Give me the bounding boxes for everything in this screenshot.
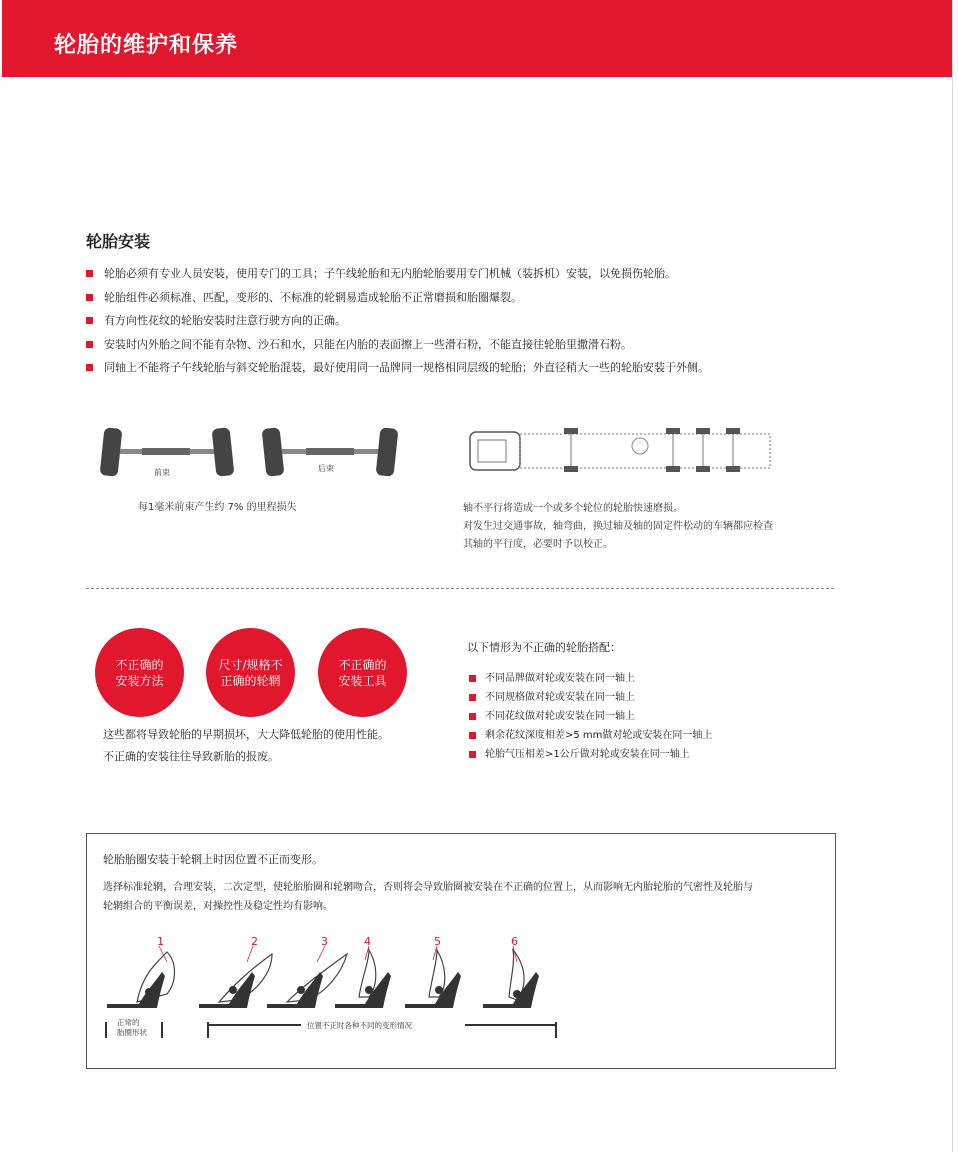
red-square-icon	[86, 270, 93, 277]
section-title-install: 轮胎安装	[86, 232, 151, 251]
normal-bracket-left	[105, 1022, 107, 1038]
install-bullet	[86, 356, 886, 380]
toe-caption: 每1毫米前束产生约 7% 的里程损失	[138, 502, 297, 513]
cause-circle-text: 不正确的 安装方法	[115, 657, 164, 688]
axle-caption-line-1: 轴不平行将造成一个或多个轮位的轮胎快速磨损。	[463, 503, 683, 514]
bead-number: 5	[434, 935, 441, 948]
red-square-icon	[469, 713, 476, 720]
deform-bracket-line-left	[207, 1024, 301, 1026]
install-bullet	[86, 262, 886, 286]
red-square-icon	[469, 675, 476, 682]
install-bullet-text: 同轴上不能将子午线轮胎与斜交轮胎混装，最好使用同一品牌同一规格相同层级的轮胎；外直径稍大一些的轮胎安装于外侧。	[104, 361, 709, 374]
toe-in-label: 前束	[154, 468, 170, 477]
mismatch-item-text: 不同花纹做对轮或安装在同一轴上	[485, 711, 635, 722]
page-title: 轮胎的维护和保养	[54, 33, 239, 58]
normal-bracket-right	[161, 1022, 163, 1038]
red-square-icon	[86, 341, 93, 348]
impact-text	[103, 724, 389, 768]
cause-circle-text: 尺寸/规格不 正确的轮辋	[218, 657, 283, 688]
page-edge-rule	[952, 0, 953, 1152]
mismatch-item-text: 不同规格做对轮或安装在同一轴上	[485, 692, 635, 703]
cause-circle-rim	[206, 628, 295, 717]
install-bullet-text: 有方向性花纹的轮胎安装时注意行驶方向的正确。	[104, 314, 346, 327]
mismatch-item-text: 剩余花纹深度相差>5 mm做对轮或安装在同一轴上	[485, 730, 713, 741]
cause-circle-text: 不正确的 安装工具	[338, 657, 387, 688]
mismatch-item-text: 不同品牌做对轮或安装在同一轴上	[485, 673, 635, 684]
red-square-icon	[469, 732, 476, 739]
mismatch-item	[469, 707, 712, 726]
cause-circle-tool	[318, 628, 407, 717]
bead-text-line: 选择标准轮辋，合理安装，二次定型，使轮胎胎圈和轮辋吻合，否则将会导致胎圈被安装在不正确的位置上，从而影响无内胎轮胎的气密性及轮胎与	[103, 882, 753, 893]
impact-line: 这些都将导致轮胎的早期损坏，大大降低轮胎的使用性能。	[103, 728, 389, 741]
bead-number: 2	[251, 935, 258, 948]
install-bullet-text: 轮胎组件必须标准、匹配，变形的、不标准的轮辋易造成轮胎不正常磨损和胎圈爆裂。	[104, 290, 522, 304]
red-square-icon	[86, 317, 93, 324]
cause-circle-method	[95, 628, 184, 717]
bead-number: 1	[157, 935, 164, 948]
bead-text-line: 轮辋组合的平衡误差，对操控性及稳定性均有影响。	[103, 901, 333, 912]
mismatch-item	[469, 688, 712, 707]
red-square-icon	[469, 694, 476, 701]
install-bullet-text: 安装时内外胎之间不能有杂物、沙石和水，只能在内胎的表面擦上一些滑石粉，不能直接往轮胎里撒滑石粉。	[104, 337, 632, 351]
mismatch-item	[469, 745, 712, 764]
normal-shape-label	[117, 1018, 147, 1038]
deform-shape-label: 位置不正时各种不同的变形情况	[307, 1021, 412, 1030]
bead-number: 4	[364, 935, 371, 948]
bead-number: 3	[321, 935, 328, 948]
section-divider	[86, 588, 834, 589]
red-square-icon	[86, 294, 93, 301]
toe-diagram	[96, 420, 406, 482]
mismatch-item	[469, 726, 712, 745]
deform-bracket-right	[555, 1022, 557, 1038]
page-header	[2, 0, 952, 77]
deform-bracket-line-right	[465, 1024, 557, 1026]
normal-shape-label-line: 胎圈形状	[117, 1028, 147, 1037]
mismatch-list	[469, 669, 712, 764]
bead-text	[103, 878, 823, 916]
install-bullet-text: 轮胎必须有专业人员安装，使用专门的工具；子午线轮胎和无内胎轮胎要用专门机械（装拆机）安装，以免损伤轮胎。	[104, 267, 676, 280]
axle-caption-line-2: 对发生过交通事故，轴弯曲，换过轴及轴的固定件松动的车辆都应检查	[463, 521, 773, 532]
install-bullet	[86, 286, 886, 310]
install-bullet-list	[86, 262, 886, 380]
install-bullet	[86, 309, 886, 333]
install-bullet	[86, 333, 886, 357]
bead-title: 轮胎胎圈安装于轮辋上时因位置不正而变形。	[103, 853, 323, 866]
mismatch-title: 以下情形为不正确的轮胎搭配：	[467, 641, 621, 654]
bead-number: 6	[511, 935, 518, 948]
mismatch-item-text: 轮胎气压相差>1公斤做对轮或安装在同一轴上	[485, 749, 690, 760]
bead-shapes-diagram	[107, 942, 567, 1012]
mismatch-item	[469, 669, 712, 688]
red-square-icon	[86, 364, 93, 371]
bead-info-box	[86, 833, 836, 1069]
impact-line: 不正确的安装往往导致新胎的报废。	[103, 750, 279, 763]
axle-caption-line-3: 其轴的平行度，必要时予以校正。	[463, 539, 613, 550]
normal-shape-label-line: 正常的	[117, 1018, 140, 1027]
toe-out-label: 后束	[318, 464, 334, 473]
truck-topview-diagram	[468, 420, 774, 480]
red-square-icon	[469, 751, 476, 758]
